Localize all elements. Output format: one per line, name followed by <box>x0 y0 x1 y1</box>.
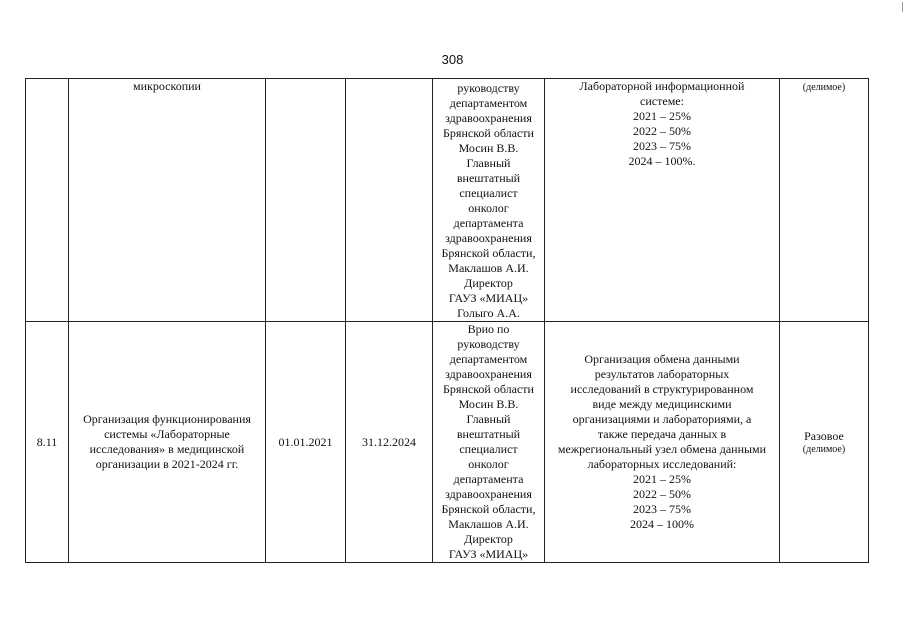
cell-result <box>545 79 780 322</box>
cell-responsible <box>433 322 545 563</box>
cell-start-date <box>266 322 346 563</box>
text-line: 2024 – 100%. <box>628 154 696 168</box>
text-line: Брянской области <box>443 382 534 396</box>
measure-name <box>73 412 261 472</box>
cell-type <box>780 322 869 563</box>
measure-name-continued: микроскопии <box>133 79 201 93</box>
start-date: 01.01.2021 <box>278 434 333 449</box>
text-line: здравоохранения <box>445 487 532 501</box>
text-line: Мосин В.В. <box>458 141 519 155</box>
cell-name <box>69 322 266 563</box>
type-label: (делимое) <box>802 82 846 93</box>
text-line: системе: <box>640 94 684 108</box>
text-line: виде между медицинскими <box>592 397 732 411</box>
text-line: Голыго А.А. <box>457 306 520 320</box>
cell-responsible <box>433 79 545 322</box>
cell-number-empty <box>26 79 69 322</box>
result-list <box>549 352 775 532</box>
result-list <box>549 79 775 169</box>
text-line: Брянской области, <box>441 502 536 516</box>
text-line: ГАУЗ «МИАЦ» <box>448 547 529 561</box>
text-line: лабораторных исследований: <box>587 457 737 471</box>
text-line: исследования» в медицинской <box>89 442 245 456</box>
text-line: 2024 – 100% <box>630 517 694 531</box>
text-line: Директор <box>464 276 513 290</box>
text-line: Брянской области, <box>441 246 536 260</box>
text-line: Главный <box>466 412 511 426</box>
text-line: Брянской области <box>443 126 534 140</box>
text-line: департамента <box>453 472 524 486</box>
text-line: организациями и лабораториями, а <box>572 412 752 426</box>
measures-table <box>25 78 869 563</box>
text-line: департаментом <box>449 96 528 110</box>
table-row-8-11 <box>26 322 869 563</box>
text-line: здравоохранения <box>445 111 532 125</box>
text-line: также передача данных в <box>597 427 727 441</box>
text-line: 2021 – 25% <box>633 472 691 486</box>
text-line: межрегиональный узел обмена данными <box>557 442 767 456</box>
type-sublabel: (делимое) <box>802 443 846 455</box>
text-line: Организация функционирования <box>83 412 251 426</box>
text-line: 2022 – 50% <box>633 124 691 138</box>
text-line: онколог <box>468 457 509 471</box>
type-label: Разовое <box>804 428 844 443</box>
text-line: специалист <box>459 442 518 456</box>
cell-result <box>545 322 780 563</box>
text-line: Врио по <box>467 322 510 336</box>
page-number: 308 <box>441 52 464 67</box>
measure-number: 8.11 <box>36 434 58 449</box>
text-line: 2023 – 75% <box>633 502 691 516</box>
text-line: 2022 – 50% <box>633 487 691 501</box>
text-line: руководству <box>457 337 520 351</box>
text-line: Директор <box>464 532 513 546</box>
text-line: департаментом <box>449 352 528 366</box>
text-line: Маклашов А.И. <box>448 261 529 275</box>
scan-edge-mark <box>902 2 903 12</box>
text-line: 2021 – 25% <box>633 109 691 123</box>
text-line: Главный <box>466 156 511 170</box>
text-line: системы «Лабораторные <box>104 427 230 441</box>
text-line: здравоохранения <box>445 367 532 381</box>
cell-end-date <box>346 322 433 563</box>
cell-name <box>69 79 266 322</box>
text-line: Лабораторной информационной <box>579 79 745 93</box>
cell-type <box>780 79 869 322</box>
text-line: Организация обмена данными <box>584 352 740 366</box>
text-line: ГАУЗ «МИАЦ» <box>448 291 529 305</box>
responsible-list <box>437 81 540 321</box>
text-line: департамента <box>453 216 524 230</box>
table-row-continued <box>26 79 869 322</box>
text-line: здравоохранения <box>445 231 532 245</box>
cell-number <box>26 322 69 563</box>
text-line: организации в 2021-2024 гг. <box>95 457 239 471</box>
responsible-list <box>437 322 540 562</box>
text-line: исследований в структурированном <box>570 382 754 396</box>
text-line: внештатный <box>456 171 521 185</box>
text-line: 2023 – 75% <box>633 139 691 153</box>
text-line: внештатный <box>456 427 521 441</box>
text-line: специалист <box>459 186 518 200</box>
text-line: Маклашов А.И. <box>448 517 529 531</box>
cell-end-date-empty <box>346 79 433 322</box>
text-line: результатов лабораторных <box>594 367 730 381</box>
text-line: Мосин В.В. <box>458 397 519 411</box>
end-date: 31.12.2024 <box>362 434 416 449</box>
text-line: онколог <box>468 201 509 215</box>
text-line: руководству <box>457 81 520 95</box>
cell-start-date-empty <box>266 79 346 322</box>
